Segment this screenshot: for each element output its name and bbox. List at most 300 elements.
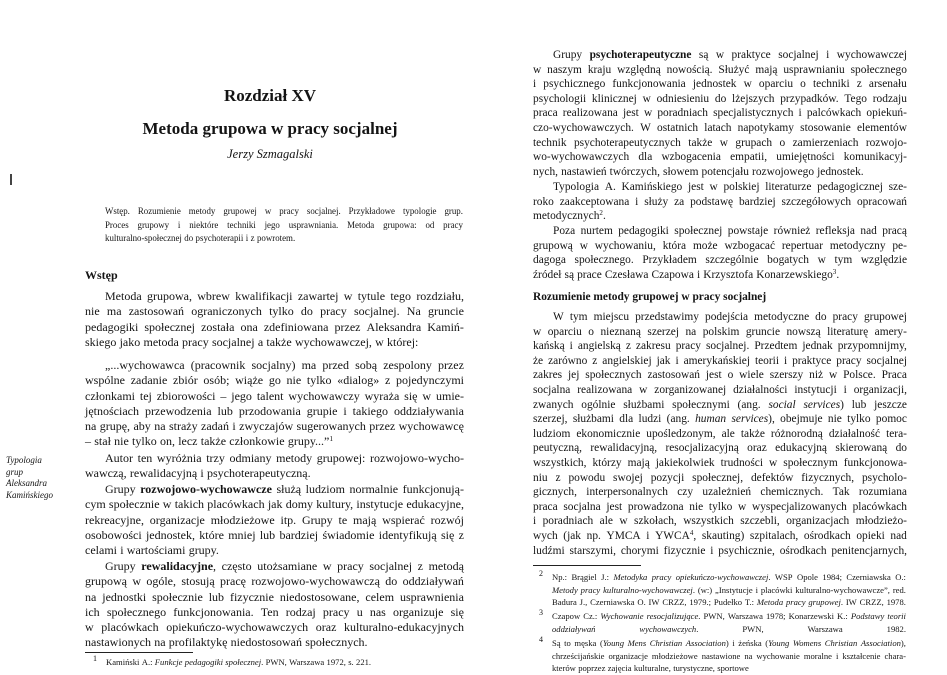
text: różnorodną <box>770 427 823 440</box>
word <box>533 398 573 413</box>
text: zakres <box>533 369 563 382</box>
text: często <box>221 559 252 573</box>
text: – <box>85 434 91 449</box>
text: przez <box>437 358 464 372</box>
text: sportowe <box>717 663 749 674</box>
text: grupy. <box>188 543 219 558</box>
text: refleksja <box>815 225 855 237</box>
word <box>825 637 857 650</box>
word <box>533 383 570 398</box>
text-line <box>533 456 907 471</box>
word <box>636 339 671 354</box>
text: i <box>843 383 847 396</box>
text: chemicznych. <box>760 486 824 499</box>
text: i <box>533 515 537 528</box>
word <box>228 528 255 543</box>
text-line <box>533 412 907 427</box>
text: to <box>564 638 571 648</box>
text: w <box>533 63 542 76</box>
word <box>612 77 685 92</box>
text: teorii <box>754 354 779 367</box>
word <box>133 419 150 434</box>
word <box>132 574 141 589</box>
text: niż <box>809 369 824 382</box>
text: specjalistycznych <box>713 107 794 120</box>
text-line <box>85 635 464 650</box>
text: Warszawa <box>727 611 763 621</box>
text: pedagogiki <box>618 225 669 237</box>
text: Polsce. <box>843 369 876 382</box>
italic-text: resocjalizujące <box>646 611 699 621</box>
word <box>657 354 671 369</box>
word <box>592 92 637 107</box>
text: rewalidacyjną, <box>590 442 658 455</box>
text-line <box>533 325 907 340</box>
text: IW <box>845 597 857 608</box>
text: ludziom <box>533 427 571 440</box>
text: i <box>232 419 236 434</box>
text: nad <box>860 225 877 237</box>
text: rozwojowo-wycho- <box>370 451 464 465</box>
text: społecznej <box>674 225 723 237</box>
word <box>143 335 178 350</box>
word <box>809 368 823 383</box>
text: kulturalno-edukacyjnych <box>344 620 464 635</box>
word <box>610 165 660 180</box>
text: polskim <box>702 325 740 338</box>
text: z <box>458 527 464 542</box>
word <box>592 456 621 471</box>
text: czo-wychowawczych. <box>533 121 634 134</box>
text: YWCA <box>655 529 690 542</box>
word <box>765 180 811 195</box>
text: amerykańskiej <box>683 354 750 367</box>
word <box>844 456 907 471</box>
word <box>738 500 746 515</box>
text-line <box>552 596 906 609</box>
text: sobą <box>355 358 378 372</box>
text: źródeł <box>533 268 562 281</box>
word <box>608 662 632 675</box>
word <box>184 232 193 246</box>
text: A. <box>604 181 616 193</box>
text: z <box>592 354 598 367</box>
text: defektów <box>750 471 794 484</box>
text-line <box>85 389 464 404</box>
word <box>605 268 649 283</box>
word <box>200 466 203 481</box>
word <box>603 584 695 597</box>
word <box>732 48 771 63</box>
word <box>838 339 907 354</box>
footnote-number: 1 <box>93 654 97 663</box>
text: męska <box>574 638 597 648</box>
word <box>431 513 464 528</box>
text: zaakceptowana <box>559 195 630 208</box>
word <box>829 427 880 442</box>
text: socjalnej <box>369 559 413 573</box>
word <box>337 559 364 574</box>
text: literaturę <box>827 325 869 338</box>
text: i <box>755 584 758 595</box>
text: Pudełko <box>713 597 743 608</box>
word <box>533 368 562 383</box>
word <box>288 389 359 404</box>
text: arsenału <box>868 78 907 91</box>
text: nie <box>85 304 100 319</box>
word <box>403 205 437 219</box>
word <box>335 320 361 335</box>
text: żeńska <box>738 638 762 648</box>
text: go <box>268 373 281 388</box>
word <box>613 471 643 486</box>
text: socjalnej. <box>705 340 750 353</box>
text-line <box>533 339 907 354</box>
italic-text: pracy <box>580 584 601 595</box>
word <box>640 121 651 136</box>
word <box>552 650 605 663</box>
word <box>689 500 703 515</box>
text: . <box>696 623 699 634</box>
word <box>396 373 464 388</box>
word <box>160 434 175 449</box>
text-line <box>533 195 907 210</box>
word <box>794 383 836 398</box>
text: wiele <box>739 369 764 382</box>
word <box>564 637 571 650</box>
text: poradniach <box>542 515 594 528</box>
text: interpersonalnych <box>586 486 668 499</box>
text: jednak <box>802 340 833 353</box>
text: socjalny) <box>251 358 296 372</box>
word <box>533 485 577 500</box>
word <box>770 368 804 383</box>
italic-text: Metoda <box>756 597 784 608</box>
text: pracy <box>675 340 701 353</box>
text-line <box>85 543 464 558</box>
text: metodyczny <box>829 239 886 252</box>
margin-note-line: Typologia <box>6 455 42 465</box>
word <box>203 373 229 388</box>
text: Wstęp. <box>105 206 130 216</box>
word <box>689 596 711 609</box>
italic-text: Mens <box>627 638 647 648</box>
text: W <box>553 311 564 323</box>
word <box>817 180 883 195</box>
word <box>830 239 886 254</box>
text: nastawione <box>701 650 741 661</box>
word <box>358 289 385 304</box>
italic-text: Womens <box>792 638 822 648</box>
text: jednostki <box>102 589 147 604</box>
word <box>767 253 809 268</box>
text: przypomnijmy, <box>837 340 907 353</box>
text: pracą <box>882 225 907 237</box>
text: pedagogiki <box>85 319 139 334</box>
word <box>760 485 823 500</box>
word <box>623 398 664 413</box>
word <box>639 623 698 636</box>
word <box>105 358 185 373</box>
word <box>533 268 561 283</box>
text: sze- <box>888 181 907 193</box>
text: (jak <box>563 529 582 542</box>
text: młodzieżowe <box>651 650 698 661</box>
word <box>235 373 263 388</box>
word <box>231 389 252 404</box>
text: mają <box>353 512 377 527</box>
word <box>817 165 864 180</box>
word <box>800 77 806 92</box>
word <box>600 610 643 623</box>
text-line <box>552 610 906 623</box>
italic-text: kulturalno-wychowawczej <box>603 584 693 595</box>
word <box>571 571 596 584</box>
text: wiąże <box>235 373 264 388</box>
text-line <box>85 335 464 350</box>
text: ), <box>768 413 775 426</box>
word <box>101 620 158 635</box>
text: i <box>533 78 537 91</box>
word <box>574 136 681 151</box>
word <box>822 571 842 584</box>
text: z <box>417 559 423 573</box>
text: osobowości <box>85 527 142 542</box>
italic-text: pracy <box>651 572 672 582</box>
text: kulturalne, <box>633 663 671 674</box>
word <box>644 106 652 121</box>
word <box>212 335 255 350</box>
word <box>835 441 887 456</box>
paragraph-intro <box>85 289 464 350</box>
text-line <box>85 304 464 319</box>
word <box>533 209 606 224</box>
word <box>182 335 209 350</box>
word <box>576 427 640 442</box>
word <box>563 500 600 515</box>
word <box>191 358 246 373</box>
word <box>393 605 443 620</box>
word <box>676 571 771 584</box>
word <box>394 404 464 419</box>
word <box>235 289 292 304</box>
text: są <box>564 268 575 281</box>
bold-text: rewalidacyjne <box>141 559 214 573</box>
text: np. <box>586 529 601 542</box>
text: służbami <box>572 413 614 426</box>
word <box>178 434 197 449</box>
italic-text: Young <box>602 638 624 648</box>
text: Grupy <box>302 512 333 527</box>
word <box>276 482 301 497</box>
word <box>713 106 793 121</box>
word <box>297 419 366 434</box>
text-line <box>533 92 907 107</box>
footnote-2 <box>539 569 906 609</box>
word <box>590 596 634 609</box>
text: ( <box>765 638 769 648</box>
word <box>400 590 464 605</box>
text: Ten <box>260 604 279 619</box>
text: Warszawa <box>807 623 843 634</box>
text: J.: <box>601 572 610 582</box>
word <box>322 358 349 373</box>
word <box>85 419 96 434</box>
word <box>302 358 317 373</box>
paragraph-rehabilitation-groups <box>85 559 464 651</box>
text: się <box>450 604 464 619</box>
word <box>189 543 219 558</box>
section-heading-wstep: Wstęp <box>85 268 118 282</box>
word <box>85 513 144 528</box>
italic-text: services <box>803 398 841 411</box>
text: do <box>385 574 398 589</box>
text: że <box>533 354 544 367</box>
word <box>657 121 698 136</box>
word <box>533 471 548 486</box>
word <box>769 456 777 471</box>
text: wspierać <box>382 512 425 527</box>
text: organizacjach <box>786 515 850 528</box>
word <box>154 419 165 434</box>
word <box>795 584 890 597</box>
word <box>199 528 224 543</box>
text: (w:) <box>697 584 713 595</box>
footnote-ref: 4 <box>689 529 694 538</box>
word <box>107 605 166 620</box>
text: społecznych <box>585 369 642 382</box>
word <box>369 419 395 434</box>
text: Są <box>552 638 561 648</box>
text: jednostek, <box>145 527 195 542</box>
word <box>428 304 464 319</box>
footnote-ref: 2 <box>599 209 603 218</box>
text: zdefiniowana <box>263 319 329 334</box>
text: usprawniania. <box>288 219 339 230</box>
word <box>606 500 622 515</box>
word <box>720 136 728 151</box>
text: J., <box>579 597 588 608</box>
word <box>766 610 786 623</box>
text: którzy <box>592 456 622 469</box>
italic-text: Metodyka <box>613 572 648 582</box>
text: trzy <box>206 451 225 465</box>
text: itp. <box>280 512 297 527</box>
paragraph-developmental-groups <box>85 482 464 558</box>
text: red. <box>892 584 906 595</box>
word <box>702 485 751 500</box>
text: jest <box>687 181 704 193</box>
footnote-text <box>106 656 466 669</box>
word <box>747 441 767 456</box>
word <box>580 239 588 254</box>
word <box>379 528 437 543</box>
word <box>266 335 291 350</box>
word <box>436 389 464 404</box>
text: oparciu <box>758 78 794 91</box>
word <box>757 596 783 609</box>
text: pracy <box>836 354 862 367</box>
text: w <box>639 383 648 396</box>
word <box>699 48 709 63</box>
word <box>833 310 858 325</box>
word <box>780 136 786 151</box>
word <box>789 610 834 623</box>
word <box>780 92 838 107</box>
text: członkowie <box>229 434 285 449</box>
word <box>800 121 851 136</box>
word <box>590 48 692 63</box>
text: kańską <box>533 340 565 353</box>
text: bogatych <box>767 254 809 267</box>
text-line <box>533 239 907 254</box>
text: profilaktykę <box>168 635 228 650</box>
word <box>169 635 228 650</box>
word <box>756 584 758 597</box>
word <box>105 289 142 304</box>
text: chara- <box>884 650 906 661</box>
word <box>656 456 715 471</box>
word <box>85 635 151 650</box>
text-line <box>533 150 907 165</box>
italic-text: grupowej <box>808 597 841 608</box>
word <box>533 63 541 78</box>
text: funkcjonowania <box>612 78 686 91</box>
word <box>191 304 262 319</box>
word <box>655 529 696 544</box>
text: edukacyjne, <box>406 497 464 512</box>
word <box>649 596 660 609</box>
word <box>218 404 233 419</box>
word <box>705 253 758 268</box>
text: Badura <box>552 597 577 608</box>
text: socjalnej. <box>306 206 341 216</box>
word <box>702 529 744 544</box>
text: wyspecjalizowanych <box>751 500 847 513</box>
text: „Instytucje <box>715 584 753 595</box>
text: nowością. <box>666 63 713 76</box>
text: domy <box>285 497 314 512</box>
text: metody <box>188 206 216 216</box>
text: takich <box>174 497 205 512</box>
word <box>201 320 234 335</box>
word <box>860 596 884 609</box>
text: K.: <box>837 611 848 621</box>
text: techniki <box>227 219 256 230</box>
word <box>644 195 668 210</box>
text: lub <box>851 398 867 411</box>
word <box>114 434 129 449</box>
text: organizacji, <box>853 383 907 396</box>
word <box>856 529 884 544</box>
text: tym <box>569 311 588 323</box>
word <box>365 590 394 605</box>
word <box>873 92 907 107</box>
word <box>166 620 308 635</box>
text: tylko <box>708 500 733 513</box>
word <box>853 500 907 515</box>
text: straży <box>168 419 198 434</box>
word <box>365 389 400 404</box>
text: stał <box>94 434 111 449</box>
word <box>704 610 725 623</box>
word <box>339 513 348 528</box>
word <box>563 529 581 544</box>
word <box>404 389 417 404</box>
word <box>387 335 418 350</box>
word <box>85 528 142 543</box>
word <box>857 195 907 210</box>
